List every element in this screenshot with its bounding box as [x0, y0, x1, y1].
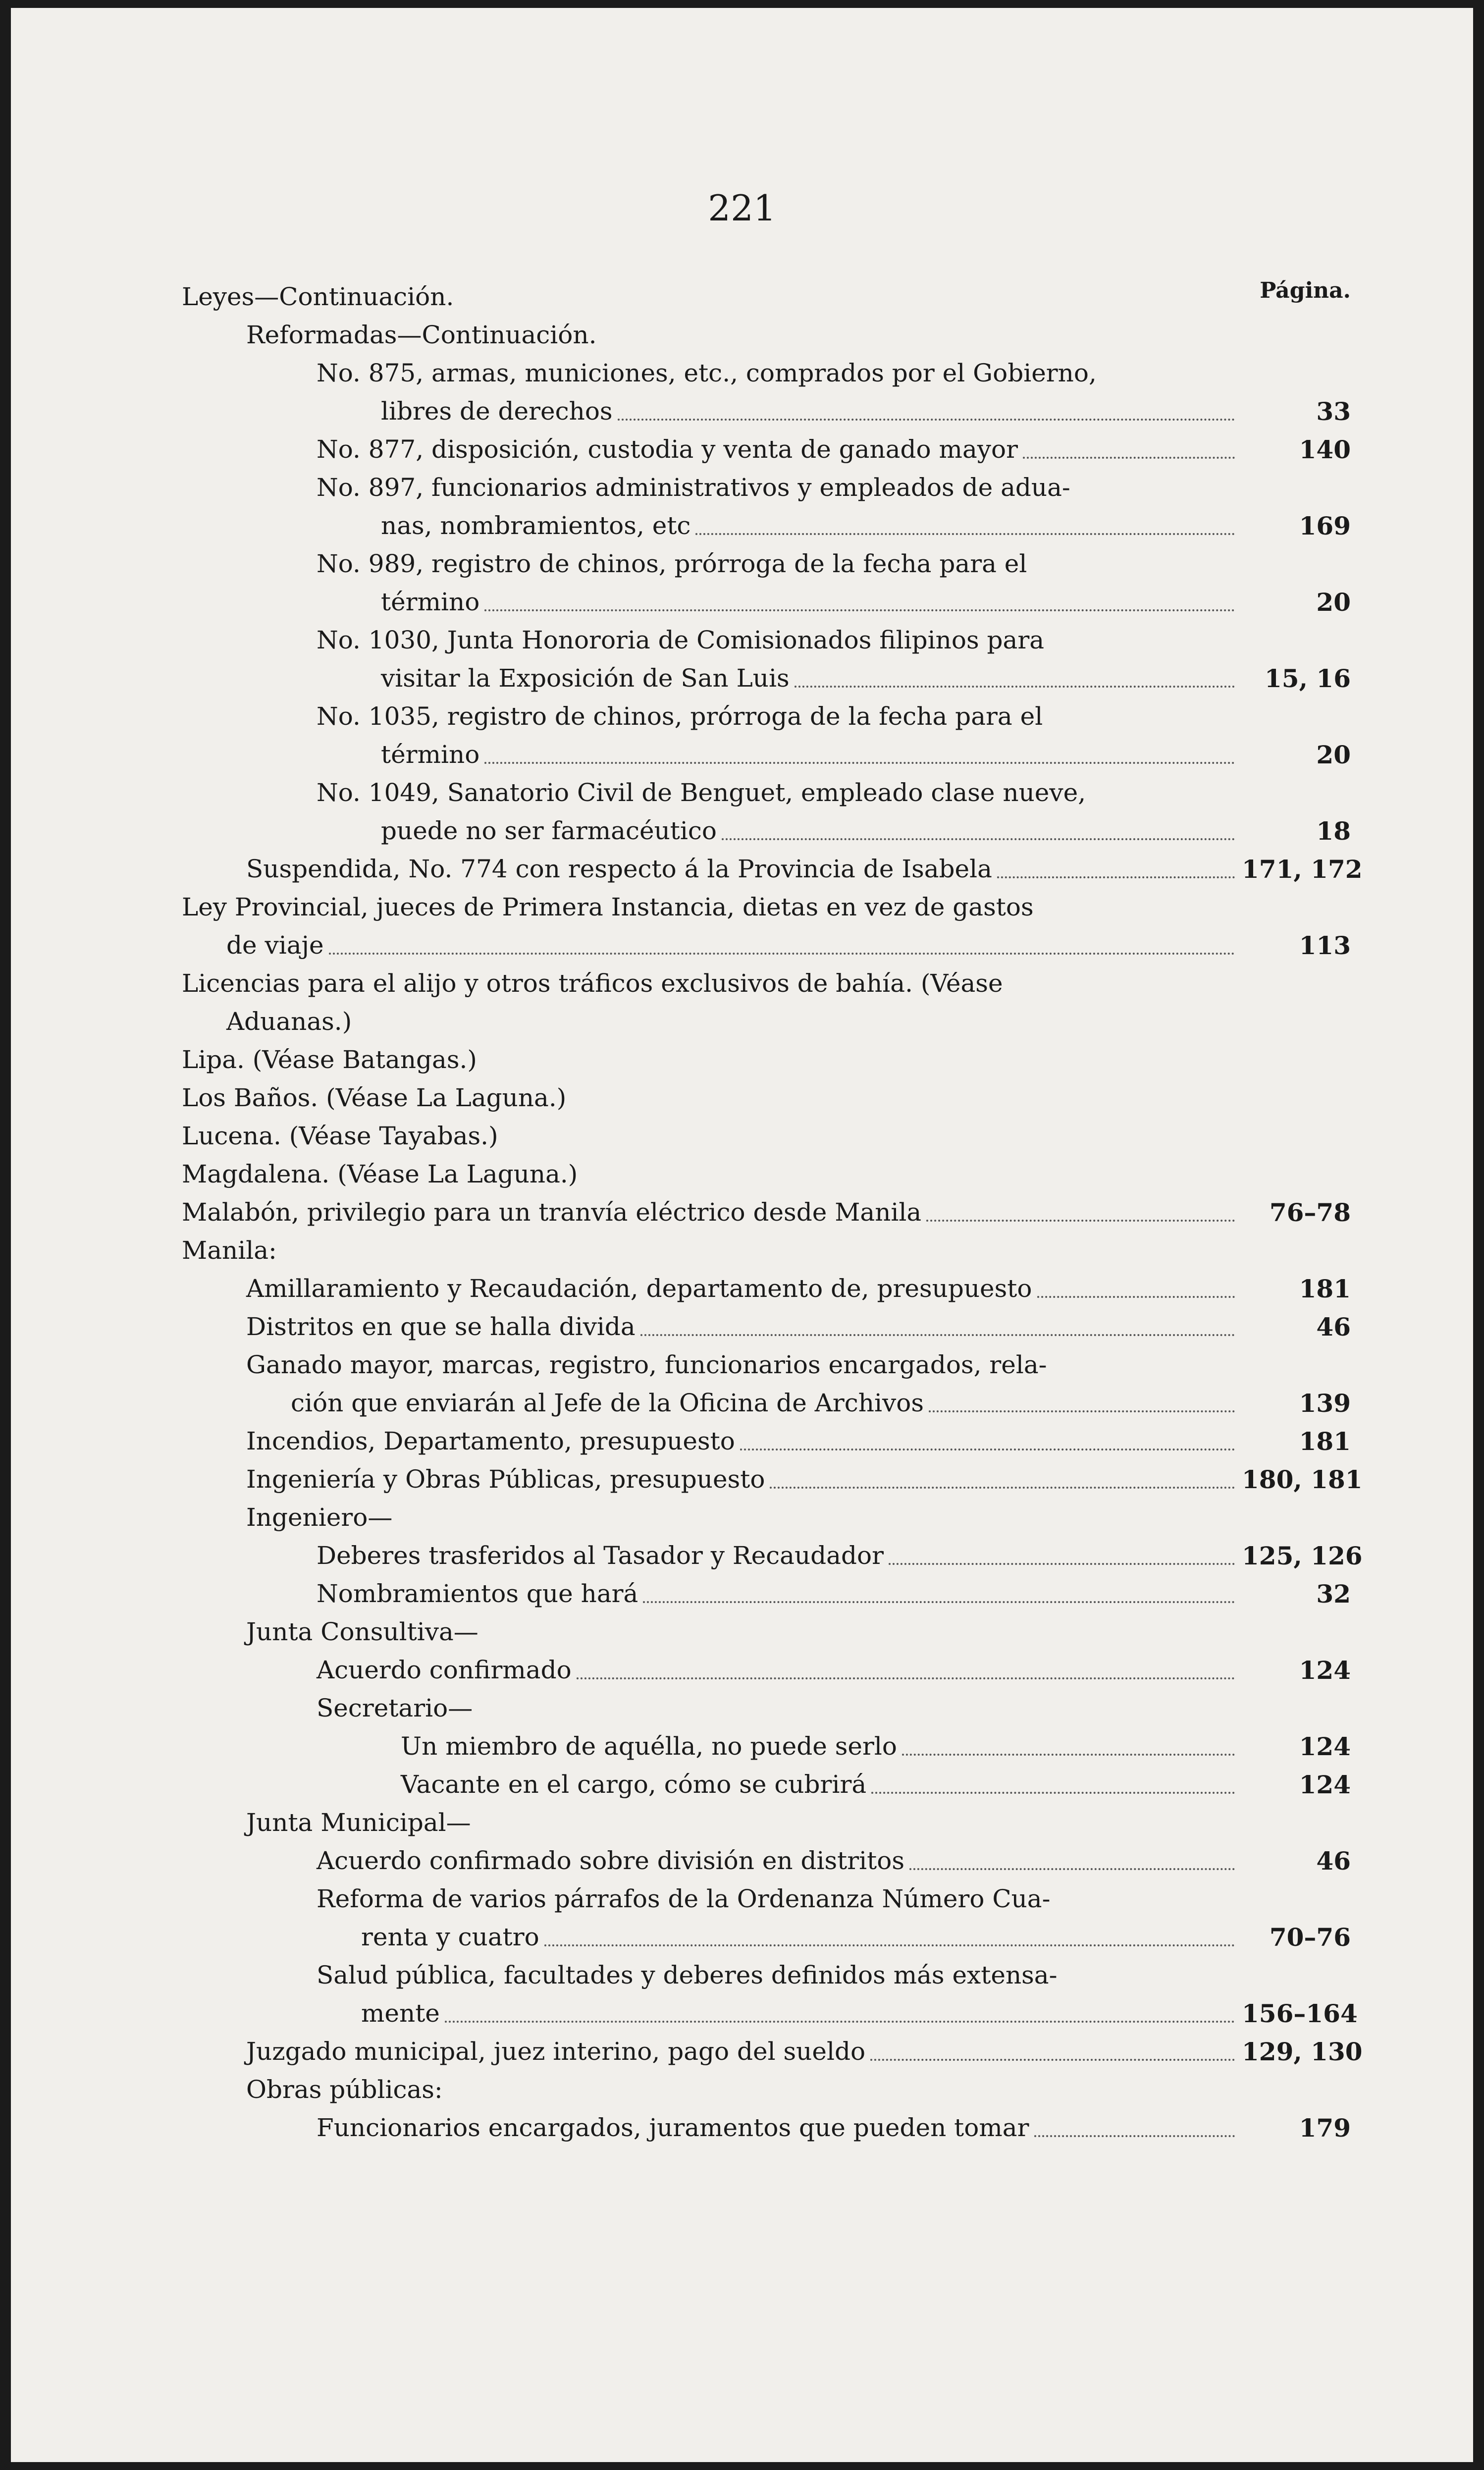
page-ref: 169: [1299, 511, 1351, 540]
index-entry: No. 877, disposición, custodia y venta de ganado mayor 140: [182, 430, 1351, 469]
index-entry: Acuerdo confirmado 124: [182, 1651, 1351, 1689]
page-ref: 139: [1299, 1389, 1351, 1418]
page-ref: 125, 126: [1242, 1541, 1363, 1570]
page-ref: 181: [1299, 1427, 1351, 1456]
index-entry: Incendios, Departamento, presupuesto 181: [182, 1422, 1351, 1460]
index-entry: Lipa. (Véase Batangas.): [182, 1045, 477, 1074]
page-ref: 18: [1316, 816, 1351, 846]
page-ref: 15, 16: [1265, 664, 1351, 693]
page-ref: 20: [1316, 740, 1351, 769]
page-ref: 180, 181: [1242, 1465, 1363, 1494]
index-entry: Obras públicas:: [246, 2075, 443, 2104]
page-ref: 140: [1299, 435, 1351, 464]
index-entry: Ley Provincial, jueces de Primera Instancia, dietas en vez de gastos de viaje 113: [182, 888, 1351, 965]
index-entry: Juzgado municipal, juez interino, pago del sueldo 129, 130: [182, 2033, 1351, 2071]
index-entry: Leyes—Continuación.: [182, 282, 454, 311]
index-entry: Salud pública, facultades y deberes definidos más extensa- mente 156–164: [182, 1956, 1351, 2033]
page-ref: 171, 172: [1242, 855, 1363, 884]
index-entries: [182, 278, 1363, 2147]
page-ref: 156–164: [1242, 1999, 1358, 2028]
index-entry: Magdalena. (Véase La Laguna.): [182, 1160, 578, 1188]
index-entry: Acuerdo confirmado sobre división en distritos 46: [182, 1842, 1351, 1880]
index-entry: Junta Consultiva—: [246, 1617, 478, 1646]
index-entry: Ingeniería y Obras Públicas, presupuesto 180, 181: [182, 1460, 1351, 1499]
index-entry: Ganado mayor, marcas, registro, funcionarios encargados, rela- ción que enviarán al Jefe de la Oficina de Archivos 139: [182, 1346, 1351, 1422]
page-ref: 32: [1316, 1579, 1351, 1609]
page-ref: 70–76: [1269, 1923, 1351, 1952]
index-entry: Malabón, privilegio para un tranvía eléctrico desde Manila 76–78: [182, 1193, 1351, 1232]
page-ref: 76–78: [1269, 1198, 1351, 1227]
page-ref: 129, 130: [1242, 2037, 1363, 2066]
index-entry: No. 1030, Junta Honororia de Comisionados filipinos para visitar la Exposición de San Luis 15, 16: [182, 621, 1351, 698]
page-ref: 46: [1316, 1312, 1351, 1342]
index-entry: No. 1035, registro de chinos, prórroga de la fecha para el término 20: [182, 698, 1351, 774]
index-entry: Suspendida, No. 774 con respecto á la Provincia de Isabela 171, 172: [182, 850, 1351, 888]
index-entry: Los Baños. (Véase La Laguna.): [182, 1083, 567, 1112]
index-entry: No. 989, registro de chinos, prórroga de la fecha para el término 20: [182, 545, 1351, 621]
index-entry: No. 1049, Sanatorio Civil de Benguet, empleado clase nueve, puede no ser farmacéutico 18: [182, 774, 1351, 850]
index-entry: Un miembro de aquélla, no puede serlo 124: [182, 1727, 1351, 1766]
page-ref: 113: [1299, 931, 1351, 960]
index-entry: Vacante en el cargo, cómo se cubrirá 124: [182, 1766, 1351, 1804]
index-entry: Reformadas—Continuación.: [246, 321, 597, 349]
page-ref: 124: [1299, 1732, 1351, 1761]
index-entry: Licencias para el alijo y otros tráficos exclusivos de bahía. (Véase Aduanas.): [182, 969, 1003, 1036]
index-entry: Nombramientos que hará 32: [182, 1575, 1351, 1613]
index-entry: Ingeniero—: [246, 1503, 393, 1532]
index-entry: No. 897, funcionarios administrativos y empleados de adua- nas, nombramientos, etc 169: [182, 469, 1351, 545]
index-entry: Funcionarios encargados, juramentos que pueden tomar 179: [182, 2109, 1351, 2147]
index-entry: Amillaramiento y Recaudación, departamento de, presupuesto 181: [182, 1270, 1351, 1308]
index-entry: Secretario—: [317, 1694, 473, 1722]
index-entry: Junta Municipal—: [246, 1808, 471, 1837]
page-ref: 181: [1299, 1274, 1351, 1303]
column-header: Página.: [1260, 278, 1351, 303]
page-ref: 124: [1299, 1770, 1351, 1799]
index-entry: Deberes trasferidos al Tasador y Recaudador 125, 126: [182, 1537, 1351, 1575]
index-entry: Lucena. (Véase Tayabas.): [182, 1122, 498, 1150]
index-entry: No. 875, armas, municiones, etc., comprados por el Gobierno, libres de derechos 33: [182, 354, 1351, 430]
index-entry: Distritos en que se halla divida 46: [182, 1308, 1351, 1346]
page-ref: 124: [1299, 1656, 1351, 1685]
page-ref: 20: [1316, 588, 1351, 617]
document-page: [11, 8, 1473, 2462]
page-ref: 179: [1299, 2113, 1351, 2143]
index-entry: Manila:: [182, 1236, 277, 1265]
page-ref: 46: [1316, 1846, 1351, 1876]
index-entry: Reforma de varios párrafos de la Ordenanza Número Cua- renta y cuatro 70–76: [182, 1880, 1351, 1956]
page-ref: 33: [1316, 397, 1351, 426]
page-number: 221: [708, 187, 776, 229]
